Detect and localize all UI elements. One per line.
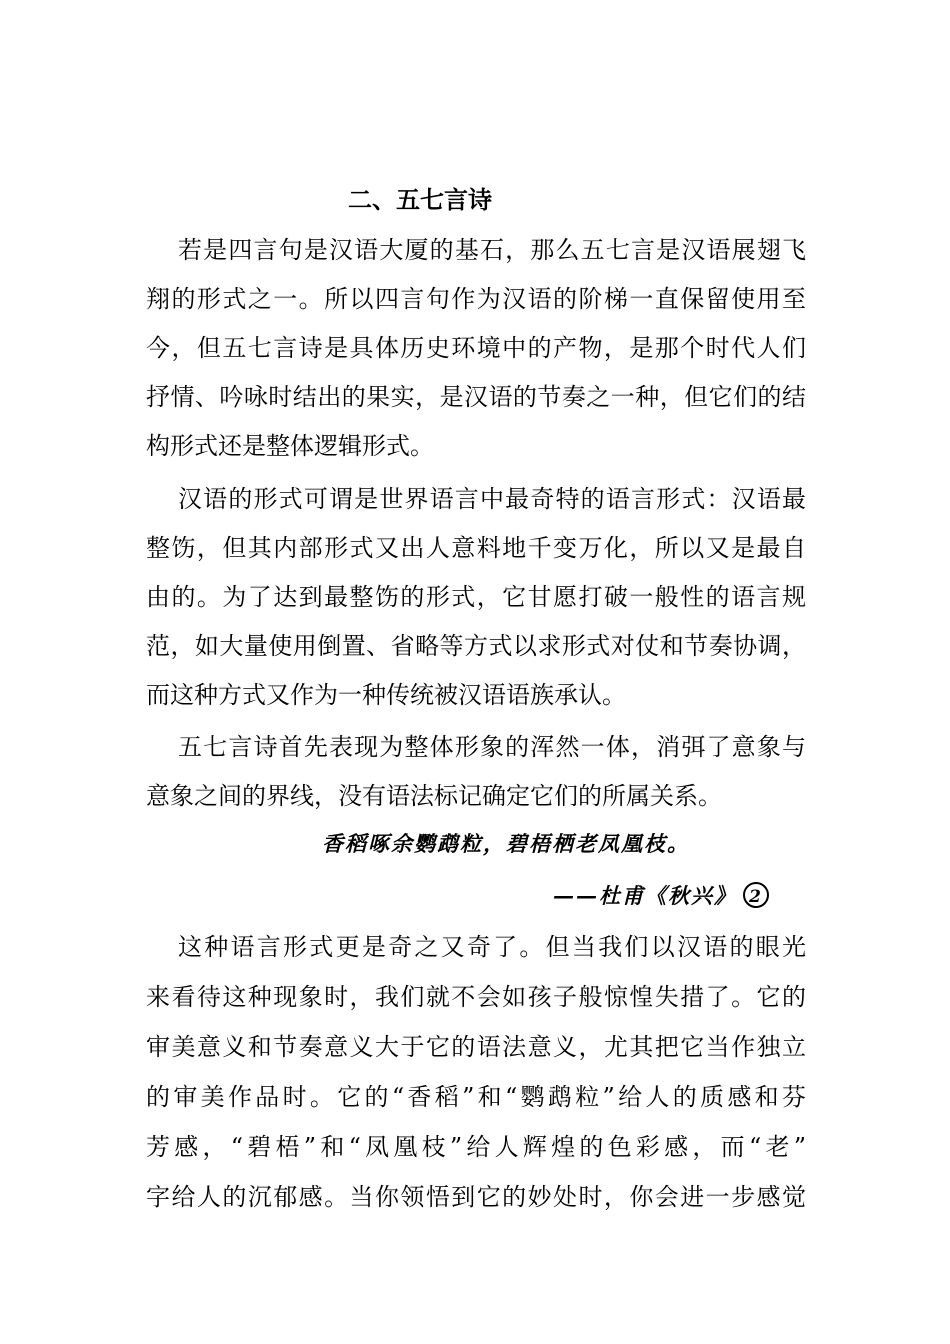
- paragraph-3-line-1: 五七言诗首先表现为整体形象的浑然一体，消弭了意象与: [178, 733, 806, 761]
- paragraph-4-line-6: 字给人的沉郁感。当你领悟到它的妙处时，你会进一步感觉: [146, 1183, 806, 1211]
- footnote-marker: 2: [743, 882, 769, 908]
- paragraph-3-line-2: 意象之间的界线，没有语法标记确定它们的所属关系。: [146, 782, 722, 810]
- paragraph-4-line-5: 芳感，“碧梧”和“凤凰枝”给人辉煌的色彩感，而“老”: [146, 1133, 806, 1161]
- paragraph-2-line-3: 由的。为了达到最整饬的形式，它甘愿打破一般性的语言规: [146, 583, 806, 611]
- paragraph-4-line-4: 的审美作品时。它的“香稻”和“鹦鹉粒”给人的质感和芬: [146, 1083, 806, 1111]
- paragraph-4-line-2: 来看待这种现象时，我们就不会如孩子般惊惶失措了。它的: [146, 983, 806, 1011]
- paragraph-2-line-5: 而这种方式又作为一种传统被汉语语族承认。: [146, 681, 626, 709]
- paragraph-4-line-3: 审美意义和节奏意义大于它的语法意义，尤其把它当作独立: [146, 1033, 806, 1061]
- paragraph-2-line-2: 整饬，但其内部形式又出人意料地千变万化，所以又是最自: [146, 534, 806, 562]
- attribution-text: ——杜甫《秋兴》: [553, 883, 737, 908]
- paragraph-4-line-1: 这种语言形式更是奇之又奇了。但当我们以汉语的眼光: [178, 933, 806, 961]
- paragraph-1-line-1: 若是四言句是汉语大厦的基石，那么五七言是汉语展翅飞: [178, 236, 806, 264]
- paragraph-1-line-4: 抒情、吟咏时结出的果实，是汉语的节奏之一种，但它们的结: [146, 383, 806, 411]
- quoted-verse: 香稻啄余鹦鹉粒，碧梧栖老凤凰枝。: [322, 831, 690, 856]
- paragraph-1-line-5: 构形式还是整体逻辑形式。: [146, 432, 434, 460]
- paragraph-2-line-4: 范，如大量使用倒置、省略等方式以求形式对仗和节奏协调，: [146, 632, 806, 660]
- paragraph-1-line-3: 今，但五七言诗是具体历史环境中的产物，是那个时代人们: [146, 334, 806, 362]
- section-heading: 二、五七言诗: [348, 185, 492, 214]
- paragraph-2-line-1: 汉语的形式可谓是世界语言中最奇特的语言形式：汉语最: [178, 485, 806, 513]
- verse-attribution: [553, 878, 769, 914]
- paragraph-1-line-2: 翔的形式之一。所以四言句作为汉语的阶梯一直保留使用至: [146, 285, 806, 313]
